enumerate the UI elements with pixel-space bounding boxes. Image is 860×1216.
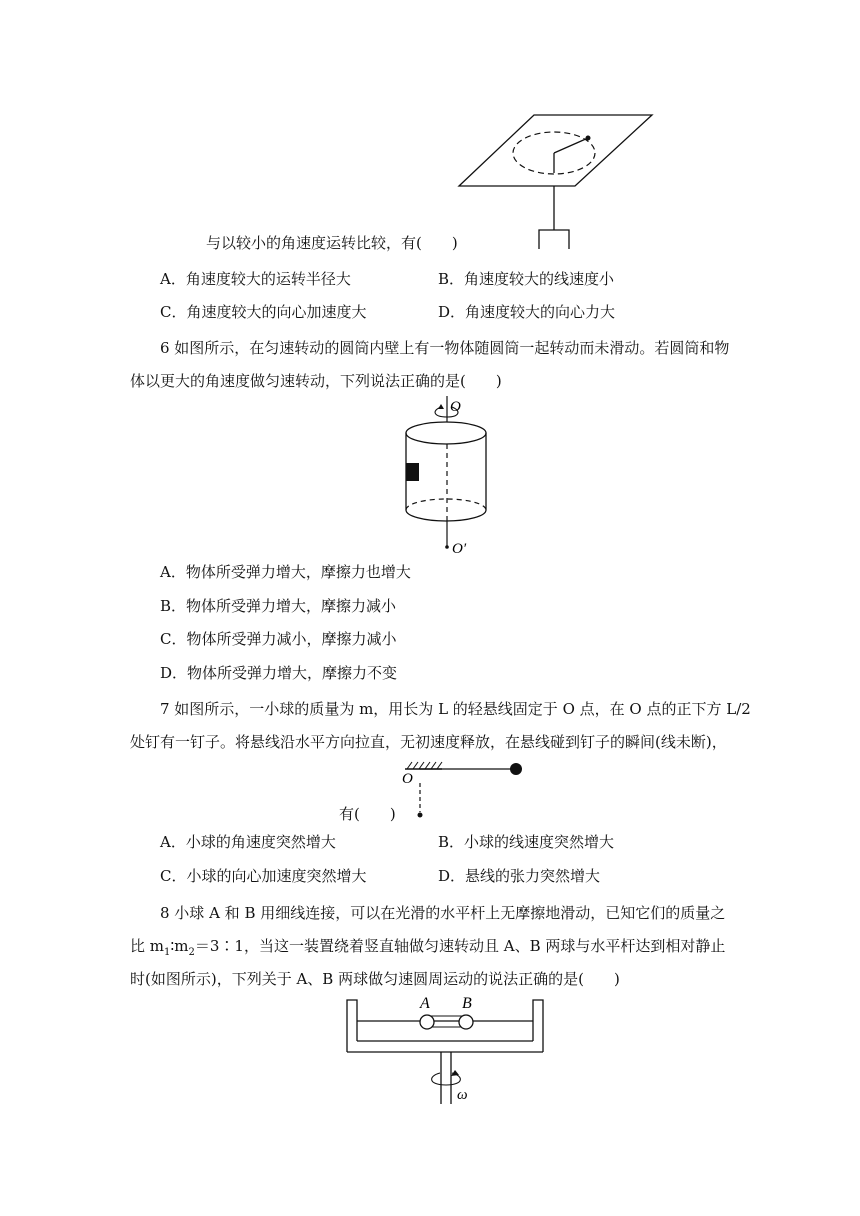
q7-stem-end: 有( ): [339, 805, 396, 823]
omega-rotation-arrow-icon: [432, 1073, 461, 1085]
ball-b-label: B: [462, 995, 472, 1012]
q6-option-a: A．物体所受弹力增大，摩擦力也增大: [160, 563, 411, 581]
q7-stem-line2: 处钉有一钉子。将悬线沿水平方向拉直，无初速度释放，在悬线碰到钉子的瞬间(线未断)，: [130, 733, 727, 751]
q7-stem-line1: 7 如图所示，一小球的质量为 m，用长为 L 的轻悬线固定于 O 点，在 O 点的正下方 L/2: [160, 700, 751, 718]
pendulum-ball: [510, 763, 522, 775]
q8-line2-mid: ∶m: [170, 937, 189, 955]
arm-line: [554, 138, 588, 153]
q8-stem-line3: 时(如图所示)，下列关于 A、B 两球做匀速圆周运动的说法正确的是( ): [130, 970, 620, 988]
q5-option-b: B．角速度较大的线速度小: [438, 270, 615, 288]
block-object: [406, 463, 419, 481]
frame-right-post: [533, 1000, 543, 1052]
axis-label-bottom: O′: [452, 541, 467, 557]
cylinder-bottom-front: [406, 510, 486, 521]
q8-sub-1: 1: [164, 947, 171, 958]
axis-bottom-dot: [445, 545, 449, 549]
q6-option-b: B．物体所受弹力增大，摩擦力减小: [160, 597, 397, 615]
omega-arrowhead: [451, 1070, 459, 1076]
plane-shape: [459, 115, 652, 186]
rotation-arrowhead: [438, 404, 444, 409]
cylinder-bottom-back: [406, 499, 486, 510]
ball-a: [420, 1015, 434, 1029]
q5-option-c: C．角速度较大的向心加速度大: [160, 303, 367, 321]
omega-label: ω: [457, 1087, 468, 1103]
q7-option-a: A．小球的角速度突然增大: [160, 833, 336, 851]
stand-base: [539, 230, 569, 249]
q7-option-d: D．悬线的张力突然增大: [438, 867, 601, 885]
q8-stem-line2: [130, 936, 725, 963]
orbit-object-dot: [586, 136, 591, 141]
q8-line2-post: ＝3∶1，当这一装置绕着竖直轴做匀速转动且 A、B 两球与水平杆达到相对静止: [194, 937, 726, 955]
ball-b: [459, 1015, 473, 1029]
q7-option-b: B．小球的线速度突然增大: [438, 833, 615, 851]
ceiling-hatch: [407, 762, 442, 769]
ball-a-label: A: [420, 995, 430, 1012]
q6-stem-line1: 6 如图所示，在匀速转动的圆筒内壁上有一物体随圆筒一起转动而未滑动。若圆筒和物: [160, 339, 730, 357]
rotation-arrow-icon: [435, 407, 458, 417]
q5-option-a: A．角速度较大的运转半径大: [160, 270, 351, 288]
cylinder-top: [406, 422, 486, 444]
axis-label-top: O: [450, 399, 461, 415]
q6-option-d: D．物体所受弹力增大，摩擦力不变: [160, 664, 398, 682]
q7-option-c: C．小球的向心加速度突然增大: [160, 867, 367, 885]
pivot-label: O: [402, 771, 413, 787]
q5-stem-end: 与以较小的角速度运转比较，有( ): [206, 234, 458, 252]
q8-stem-line1: 8 小球 A 和 B 用细线连接，可以在光滑的水平杆上无摩擦地滑动，已知它们的质量之: [160, 904, 726, 922]
dashed-orbit: [513, 132, 595, 174]
frame-left-post: [347, 1000, 357, 1052]
nail-dot: [418, 813, 423, 818]
q6-stem-line2: 体以更大的角速度做匀速转动，下列说法正确的是( ): [130, 372, 502, 390]
q5-option-d: D．角速度较大的向心力大: [438, 303, 616, 321]
q6-option-c: C．物体所受弹力减小，摩擦力减小: [160, 630, 397, 648]
q8-line2-pre: 比 m: [130, 937, 164, 955]
q8-sub-2: 2: [188, 947, 195, 958]
